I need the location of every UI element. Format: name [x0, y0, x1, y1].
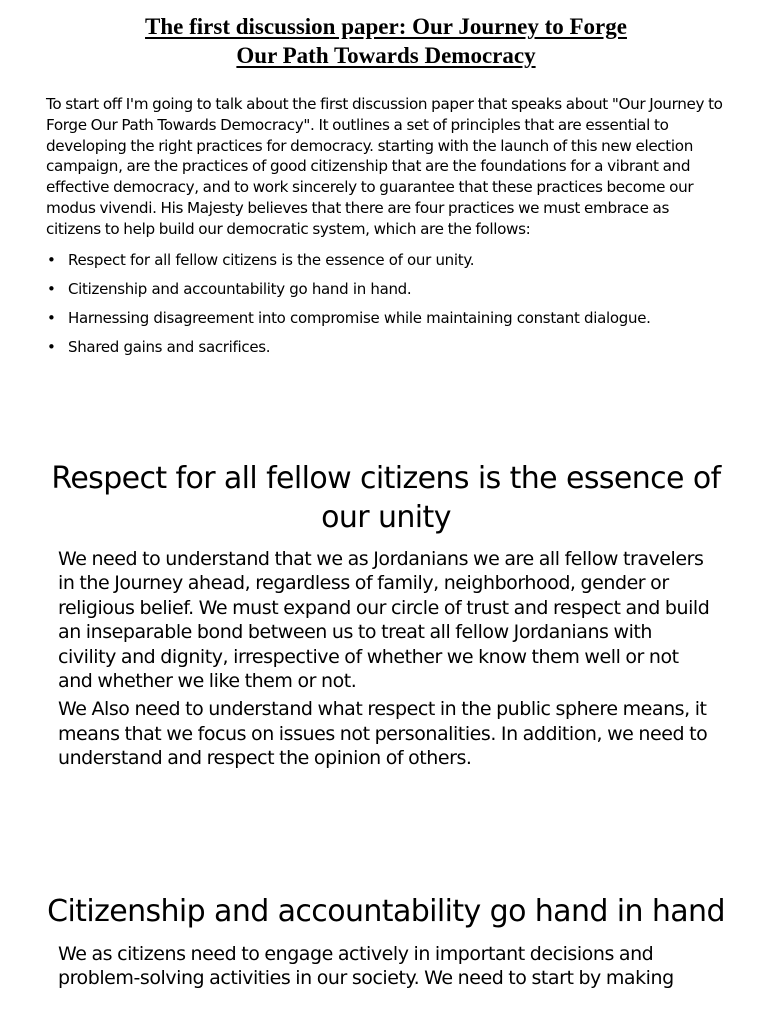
bullet-icon: • — [47, 250, 56, 269]
bullet-icon: • — [47, 308, 56, 327]
bullet-icon: • — [47, 337, 56, 356]
list-item-text: Harnessing disagreement into compromise while maintaining constant dialogue. — [68, 308, 651, 327]
document-title — [80, 12, 692, 70]
list-item-text: Respect for all fellow citizens is the essence of our unity. — [68, 250, 475, 269]
document-title-line-1: The first discussion paper: Our Journey to Forge — [145, 14, 627, 39]
section-paragraph: We Also need to understand what respect in the public sphere means, it means that we focus on issues not personalities. In addition, we need to understand and respect the opinion of others. — [58, 698, 708, 770]
section-paragraph: We need to understand that we as Jordanians we are all fellow travelers in the Journey ahead, regardless of family, neighborhood, gender or religious belief. We must expand our circle of trust and respect and build an inseparable bond between us to treat all fellow Jordanians with civility and dignity, irrespective of whether we know them well or not and whether we like them or not. — [58, 548, 710, 693]
document-title-line-2: Our Path Towards Democracy — [236, 43, 536, 68]
section-citizenship — [47, 893, 725, 994]
list-item — [46, 246, 726, 275]
list-item — [46, 304, 726, 333]
list-item — [46, 275, 726, 304]
bullet-icon: • — [47, 279, 56, 298]
intro-paragraph: To start off I'm going to talk about the first discussion paper that speaks about "Our Journey to Forge Our Path Towards Democracy". It outlines a set of principles that are essential to developing the right practices for democracy. starting with the launch of this new election campaign, are the practices of good citizenship that are the foundations for a vibrant and effective democracy, and to work sincerely to guarantee that these practices become our modus vivendi. His Majesty believes that there are four practices we must embrace as citizens to help build our democratic system, which are the follows: — [46, 95, 723, 238]
section-respect — [51, 460, 721, 775]
list-item — [46, 333, 726, 362]
list-item-text: Shared gains and sacrifices. — [68, 337, 271, 356]
section-heading: Citizenship and accountability go hand in hand — [47, 894, 725, 929]
section-paragraph: We as citizens need to engage actively in important decisions and problem-solving activities in our society. We need to start by making — [58, 942, 674, 989]
section-heading: Respect for all fellow citizens is the essence of our unity — [51, 461, 721, 535]
list-item-text: Citizenship and accountability go hand in hand. — [68, 279, 412, 298]
practices-list — [46, 246, 726, 362]
intro-block — [46, 94, 726, 362]
